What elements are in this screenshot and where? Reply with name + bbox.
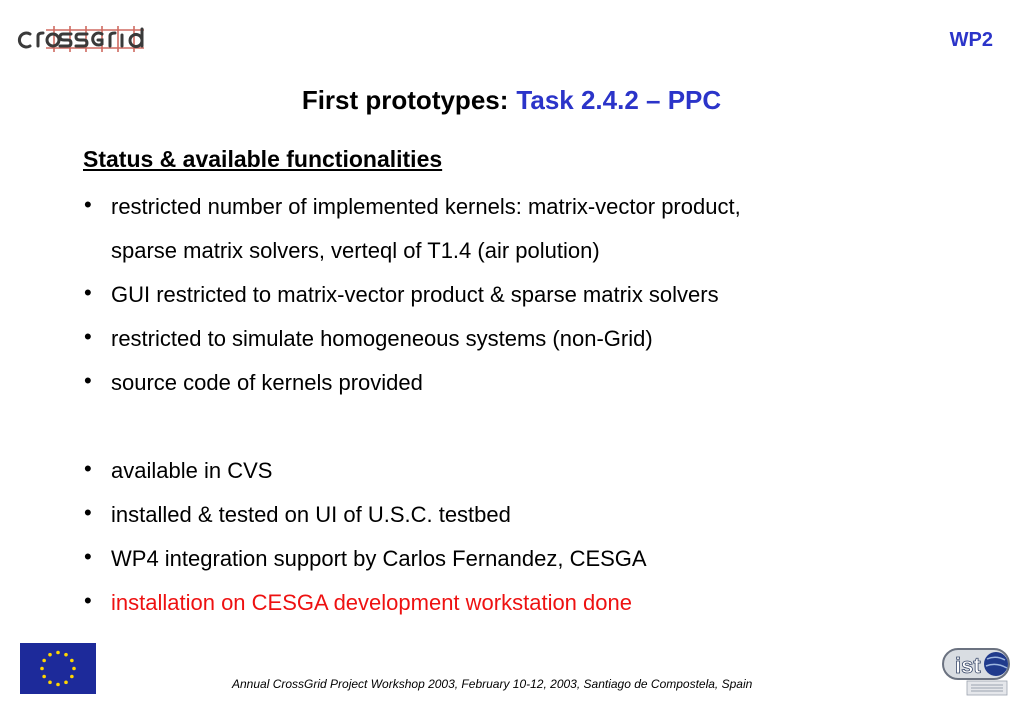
bullet-icon: • bbox=[84, 544, 92, 569]
title-task: Task 2.4.2 – PPC bbox=[516, 85, 722, 115]
eu-star-icon bbox=[48, 653, 52, 657]
bullet-icon: • bbox=[84, 324, 92, 349]
bullet-item: restricted to simulate homogeneous systems (non-Grid) bbox=[111, 326, 653, 351]
bullet-item: installed & tested on UI of U.S.C. testbed bbox=[111, 502, 511, 527]
bullet-icon: • bbox=[84, 192, 92, 217]
eu-star-icon bbox=[42, 675, 46, 679]
eu-star-icon bbox=[56, 683, 60, 687]
title-prefix: First prototypes: bbox=[301, 85, 509, 115]
bullet-icon: • bbox=[84, 280, 92, 305]
svg-text:ist: ist bbox=[955, 653, 981, 678]
bullet-item: restricted number of implemented kernels: matrix-vector product, bbox=[111, 194, 741, 219]
bullet-item: GUI restricted to matrix-vector product & sparse matrix solvers bbox=[111, 282, 719, 307]
ist-logo bbox=[941, 645, 1015, 697]
eu-flag-icon bbox=[20, 643, 96, 694]
bullet-item: source code of kernels provided bbox=[111, 370, 423, 395]
slide-title bbox=[0, 85, 1023, 116]
eu-star-icon bbox=[64, 653, 68, 657]
wp-label: WP2 bbox=[949, 29, 993, 51]
bullet-icon: • bbox=[84, 500, 92, 525]
bullet-item: WP4 integration support by Carlos Fernandez, CESGA bbox=[111, 546, 647, 571]
section-heading: Status & available functionalities bbox=[83, 146, 443, 172]
eu-star-icon bbox=[70, 659, 74, 663]
eu-star-icon bbox=[70, 675, 74, 679]
crossgrid-logo bbox=[16, 22, 176, 56]
footer-text: Annual CrossGrid Project Workshop 2003, February 10-12, 2003, Santiago de Compostela, Spain bbox=[232, 677, 753, 691]
eu-star-icon bbox=[48, 681, 52, 685]
bullet-item-highlight: installation on CESGA development workstation done bbox=[111, 590, 632, 615]
eu-star-icon bbox=[40, 667, 44, 671]
bullet-icon: • bbox=[84, 456, 92, 481]
eu-star-icon bbox=[56, 651, 60, 655]
bullet-item-continuation: sparse matrix solvers, verteql of T1.4 (air polution) bbox=[111, 238, 600, 263]
bullet-item: available in CVS bbox=[111, 458, 273, 483]
bullet-icon: • bbox=[84, 368, 92, 393]
eu-star-icon bbox=[42, 659, 46, 663]
eu-star-icon bbox=[72, 667, 76, 671]
bullet-icon: • bbox=[84, 588, 92, 613]
eu-star-icon bbox=[64, 681, 68, 685]
